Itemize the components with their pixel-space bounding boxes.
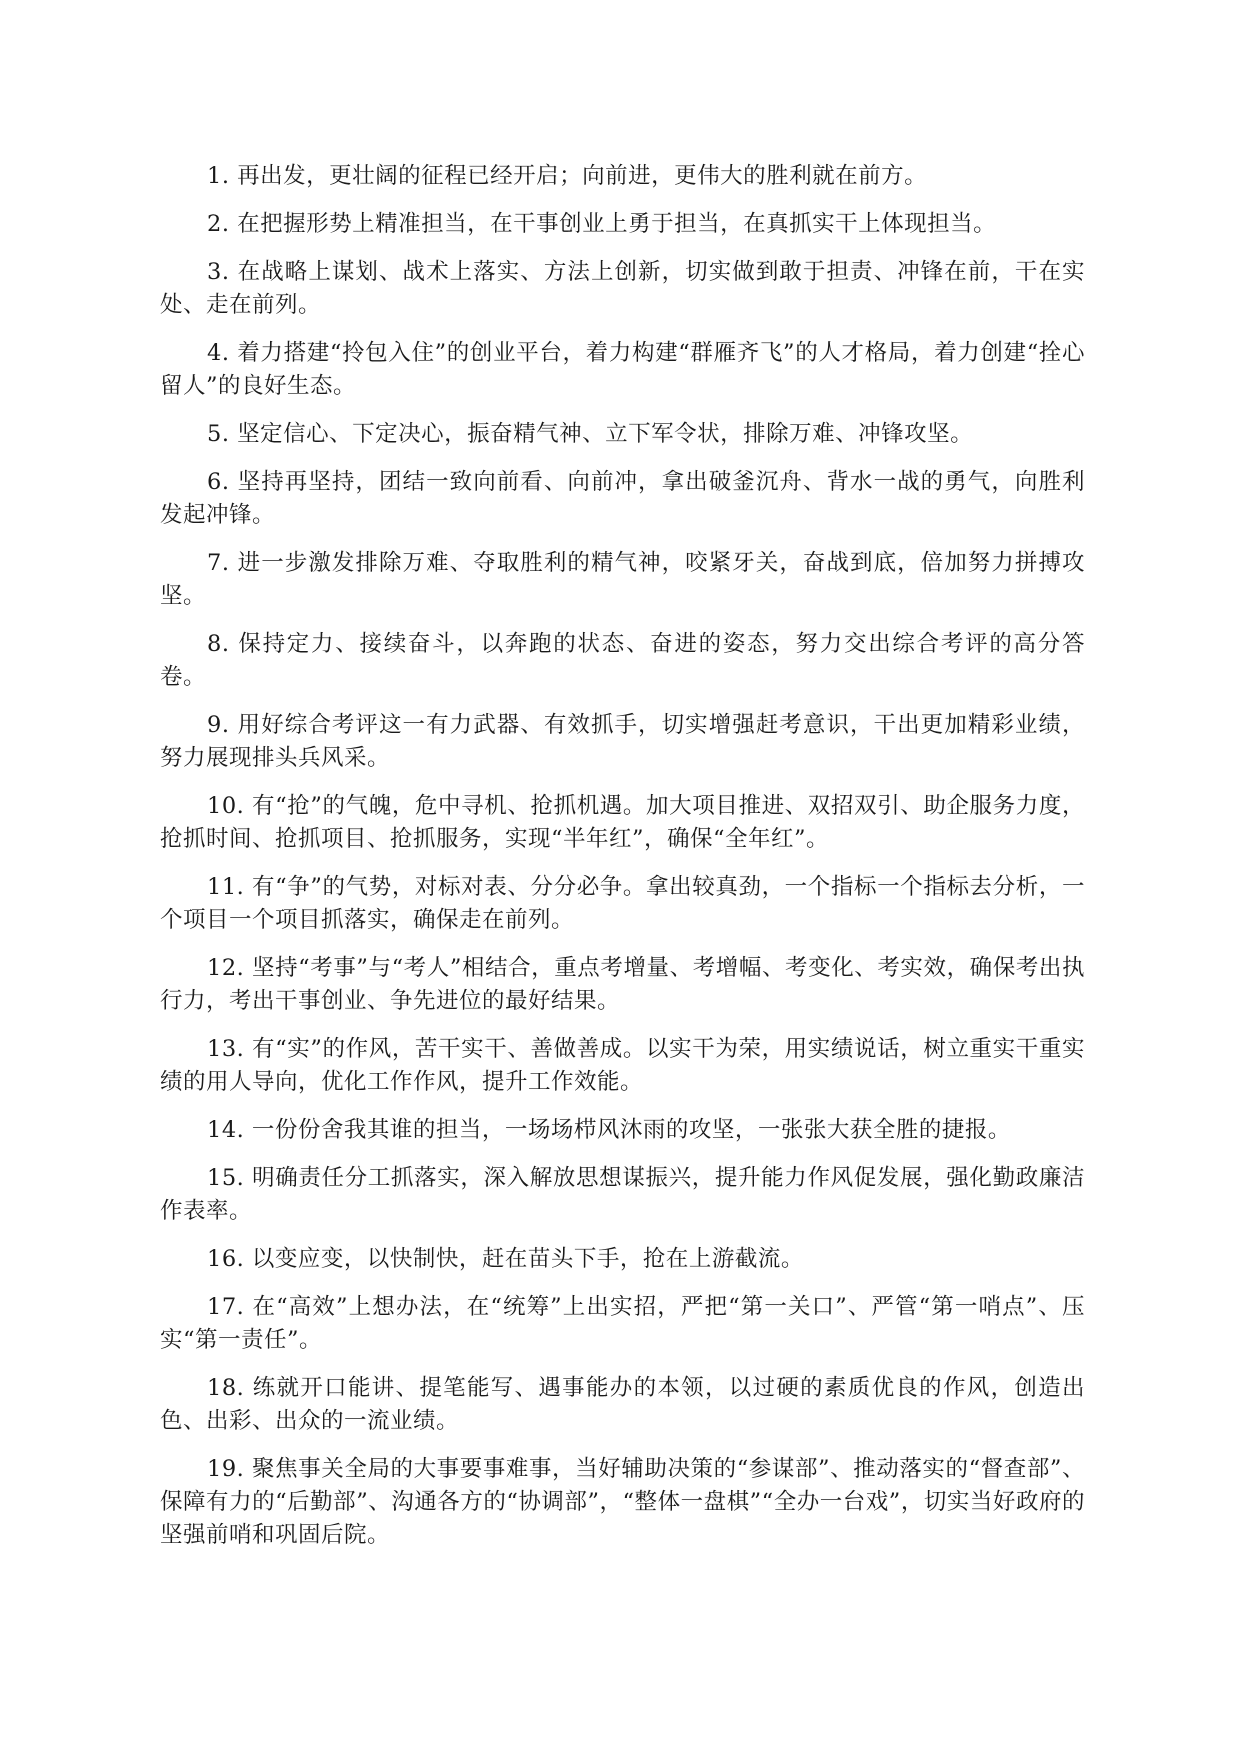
list-item: 8. 保持定力、接续奋斗，以奔跑的状态、奋进的姿态，努力交出综合考评的高分答卷。 — [160, 631, 1085, 690]
list-item: 14. 一份份舍我其谁的担当，一场场栉风沐雨的攻坚，一张张大获全胜的捷报。 — [207, 1117, 1011, 1143]
list-item: 10. 有“抢”的气魄，危中寻机、抢抓机遇。加大项目推进、双招双引、助企服务力度，抢抓时间、抢抓项目、抢抓服务，实现“半年红”，确保“全年红”。 — [160, 793, 1085, 852]
list-item: 7. 进一步激发排除万难、夺取胜利的精气神，咬紧牙关，奋战到底，倍加努力拼搏攻坚。 — [160, 550, 1085, 609]
list-item: 13. 有“实”的作风，苦干实干、善做善成。以实干为荣，用实绩说话，树立重实干重实绩的用人导向，优化工作作风，提升工作效能。 — [160, 1036, 1085, 1095]
list-item: 18. 练就开口能讲、提笔能写、遇事能办的本领，以过硬的素质优良的作风，创造出色、出彩、出众的一流业绩。 — [160, 1375, 1085, 1434]
list-item: 5. 坚定信心、下定决心，振奋精气神、立下军令状，排除万难、冲锋攻坚。 — [207, 421, 974, 447]
list-item: 2. 在把握形势上精准担当，在干事创业上勇于担当，在真抓实干上体现担当。 — [207, 211, 997, 237]
list-item: 3. 在战略上谋划、战术上落实、方法上创新，切实做到敢于担责、冲锋在前，干在实处、走在前列。 — [160, 259, 1085, 318]
list-item: 12. 坚持“考事”与“考人”相结合，重点考增量、考增幅、考变化、考实效，确保考出执行力，考出干事创业、争先进位的最好结果。 — [160, 955, 1085, 1014]
list-item: 1. 再出发，更壮阔的征程已经开启；向前进，更伟大的胜利就在前方。 — [207, 163, 928, 189]
list-item: 11. 有“争”的气势，对标对表、分分必争。拿出较真劲，一个指标一个指标去分析，一个项目一个项目抓落实，确保走在前列。 — [160, 874, 1085, 933]
list-item: 19. 聚焦事关全局的大事要事难事，当好辅助决策的“参谋部”、推动落实的“督查部”、保障有力的“后勤部”、沟通各方的“协调部”，“整体一盘棋”“全办一台戏”，切实当好政府的坚强前哨和巩固后院。 — [160, 1456, 1085, 1548]
list-item: 17. 在“高效”上想办法，在“统筹”上出实招，严把“第一关口”、严管“第一哨点”、压实“第一责任”。 — [160, 1294, 1085, 1353]
document-body — [160, 160, 1085, 1567]
list-item: 15. 明确责任分工抓落实，深入解放思想谋振兴，提升能力作风促发展，强化勤政廉洁作表率。 — [160, 1165, 1085, 1224]
list-item: 9. 用好综合考评这一有力武器、有效抓手，切实增强赶考意识，干出更加精彩业绩，努力展现排头兵风采。 — [160, 712, 1085, 771]
list-item: 16. 以变应变，以快制快，赶在苗头下手，抢在上游截流。 — [207, 1246, 804, 1272]
list-item: 4. 着力搭建“拎包入住”的创业平台，着力构建“群雁齐飞”的人才格局，着力创建“拴心留人”的良好生态。 — [160, 340, 1085, 399]
list-item: 6. 坚持再坚持，团结一致向前看、向前冲，拿出破釜沉舟、背水一战的勇气，向胜利发起冲锋。 — [160, 469, 1085, 528]
